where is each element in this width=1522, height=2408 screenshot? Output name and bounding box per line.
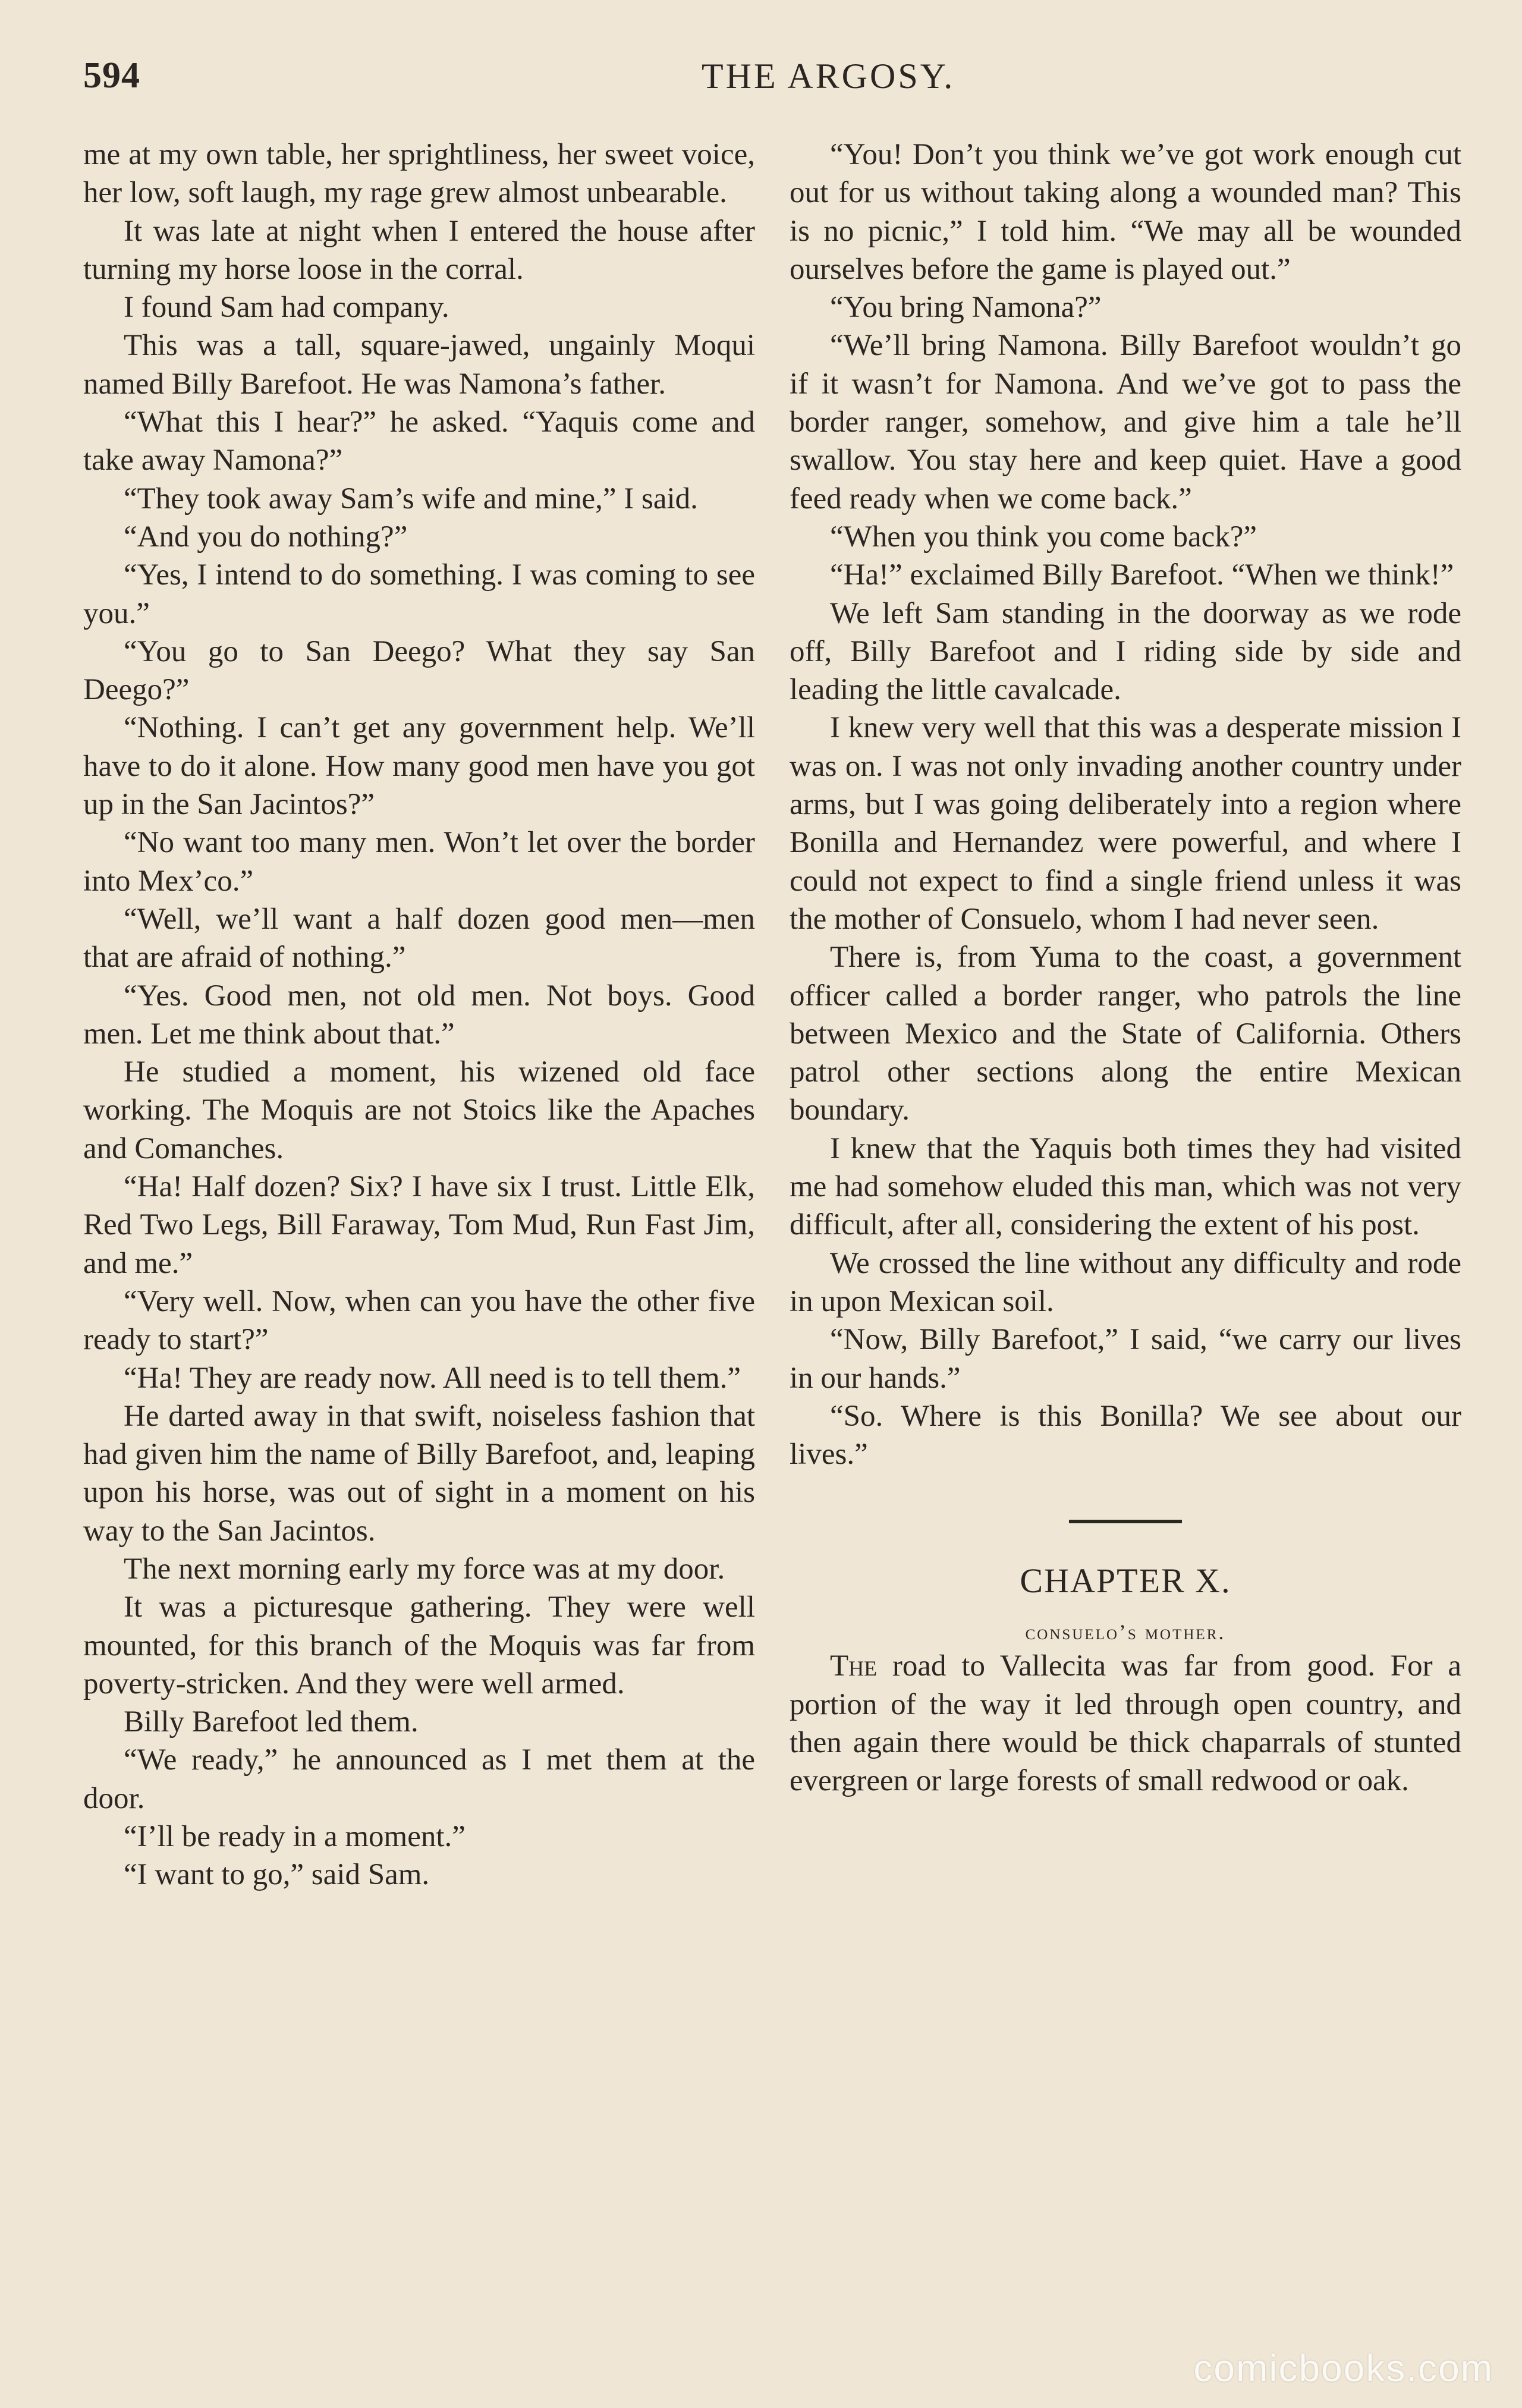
chapter-opening-text: road to Vallecita was far from good. For a portion of the way it led through open country, and then again there would be thick chaparrals of stunted evergreen or large forests of small redwood or oak. [790,1649,1461,1798]
chapter-lead-word: The [830,1649,878,1683]
left-column-paragraph: The next morning early my force was at my door. [124,1552,725,1586]
right-column-paragraph: I knew that the Yaquis both times they had visited me had somehow eluded this man, which was not very difficult, after all, considering the extent of his post. [790,1131,1461,1242]
right-column-paragraph: There is, from Yuma to the coast, a government officer called a border ranger, who patrols the line between Mexico and the State of California. Others patrol other sections along the entire Mexican boundary. [790,941,1461,1127]
left-column-paragraph: me at my own table, her sprightliness, her sweet voice, her low, soft laugh, my rage grew almost unbearable. [83,138,755,210]
left-column-paragraph: This was a tall, square-jawed, ungainly Moqui named Billy Barefoot. He was Namona’s father. [83,329,755,401]
left-column-paragraph: He studied a moment, his wizened old face working. The Moquis are not Stoics like the Apaches and Comanches. [83,1055,755,1165]
left-column-paragraph: I found Sam had company. [124,291,449,325]
section-divider [1069,1520,1182,1523]
chapter-opening-paragraph [790,1647,1461,1800]
page-header [83,55,1451,108]
left-column-paragraph: “We ready,” he announced as I met them at the door. [83,1743,755,1815]
right-column-paragraph: “Now, Billy Barefoot,” I said, “we carry our lives in our hands.” [790,1323,1461,1395]
right-column-paragraph: “You bring Namona?” [830,291,1102,325]
left-column-paragraph: “And you do nothing?” [124,520,408,554]
left-column-paragraph: “I want to go,” said Sam. [124,1858,430,1892]
left-column-paragraph: “No want too many men. Won’t let over the border into Mex’co.” [83,826,755,898]
chapter-title: CHAPTER X. [1020,1561,1231,1601]
left-column-paragraph: “Well, we’ll want a half dozen good men—men that are afraid of nothing.” [83,902,755,974]
left-column-paragraph: “Ha! Half dozen? Six? I have six I trust. Little Elk, Red Two Legs, Bill Faraway, Tom Mud, Run Fast Jim, and me.” [83,1170,755,1280]
left-column-paragraph: “They took away Sam’s wife and mine,” I said. [124,482,698,515]
left-column-paragraph: “Ha! They are ready now. All need is to tell them.” [124,1361,741,1395]
left-column-paragraph: Billy Barefoot led them. [124,1705,419,1739]
left-column-paragraph: He darted away in that swift, noiseless fashion that had given him the name of Billy Barefoot, and, leaping upon his horse, was out of sight in a moment on his way to the San Jacintos. [83,1399,755,1548]
left-column-paragraph: “You go to San Deego? What they say San Deego?” [83,634,755,707]
watermark-logo: comicbooks.com [1193,2347,1493,2390]
left-column-paragraph: “Yes. Good men, not old men. Not boys. Good men. Let me think about that.” [83,979,755,1051]
right-column-paragraph: “So. Where is this Bonilla? We see about our lives.” [790,1399,1461,1472]
right-column-paragraph: We crossed the line without any difficulty and rode in upon Mexican soil. [790,1246,1461,1318]
left-column-paragraph: “I’ll be ready in a moment.” [124,1820,466,1854]
left-column [83,136,755,1894]
left-column-paragraph: “Yes, I intend to do something. I was coming to see you.” [83,558,755,630]
right-column-paragraphs [790,136,1461,1473]
left-column-paragraph: “Very well. Now, when can you have the other five ready to start?” [83,1284,755,1357]
right-column-paragraph: “We’ll bring Namona. Billy Barefoot wouldn’t go if it wasn’t for Namona. And we’ve got to pass the border ranger, somehow, and give him a tale he’ll swallow. You stay here and keep quiet. Have a good feed ready when we come back.” [790,329,1461,515]
right-column-paragraph: We left Sam standing in the doorway as we rode off, Billy Barefoot and I riding side by side and leading the little cavalcade. [790,596,1461,707]
running-title: THE ARGOSY. [702,56,955,96]
chapter-subtitle: consuelo’s mother. [1025,1620,1226,1645]
right-column-paragraph: “Ha!” exclaimed Billy Barefoot. “When we think!” [830,558,1454,592]
right-column [790,136,1461,1800]
left-column-paragraph: “What this I hear?” he asked. “Yaquis come and take away Namona?” [83,405,755,477]
page-number: 594 [83,55,140,96]
left-column-paragraph: “Nothing. I can’t get any government help. We’ll have to do it alone. How many good men have you got up in the San Jacintos?” [83,711,755,822]
right-column-paragraph: I knew very well that this was a desperate mission I was on. I was not only invading another country under arms, but I was going deliberately into a region where Bonilla and Hernandez were powerful, and where I could not expect to find a single friend unless it was the mother of Consuelo, whom I had never seen. [790,711,1461,936]
left-column-paragraph: It was late at night when I entered the house after turning my horse loose in the corral. [83,214,755,286]
right-column-paragraph: “When you think you come back?” [830,520,1257,554]
left-column-paragraph: It was a picturesque gathering. They were well mounted, for this branch of the Moquis was far from poverty-stricken. And they were well armed. [83,1590,755,1700]
right-column-paragraph: “You! Don’t you think we’ve got work enough cut out for us without taking along a wounded man? This is no picnic,” I told him. “We may all be wounded ourselves before the game is played out.” [790,138,1461,286]
